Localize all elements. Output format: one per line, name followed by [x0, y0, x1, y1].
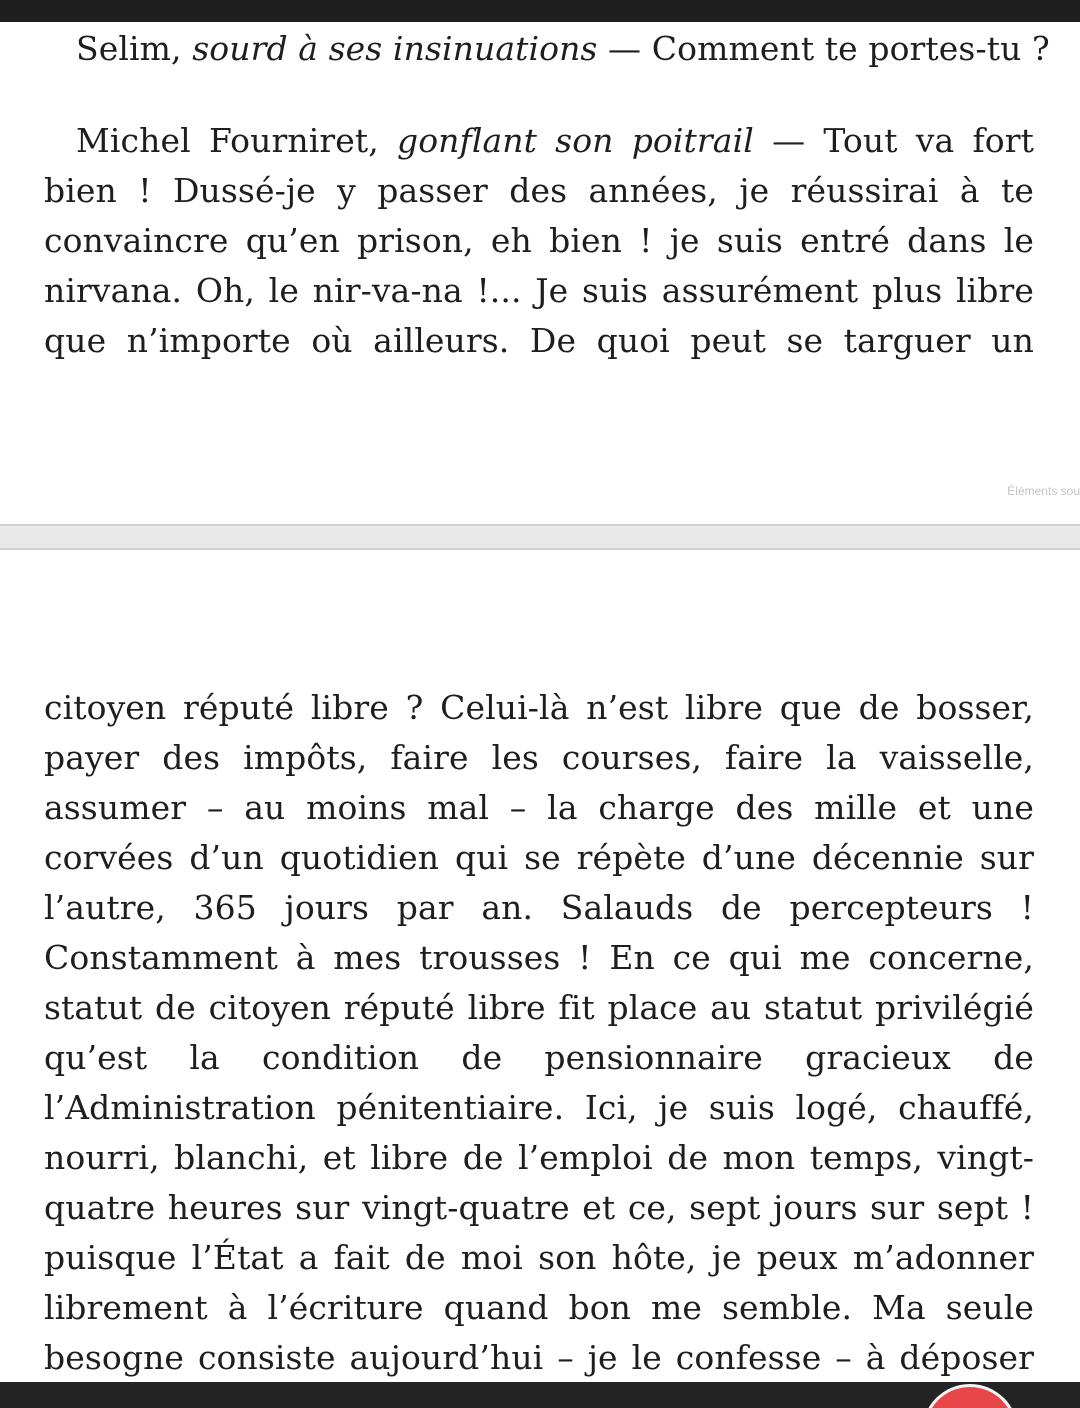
- navigation-bar: [0, 1382, 1080, 1408]
- dialogue-text: — Comment te portes-tu ?: [597, 29, 1050, 68]
- text-line: besogne consiste aujourd’hui – je le confesse – à déposer: [44, 1338, 1034, 1377]
- status-bar: [0, 0, 1080, 22]
- text-line: payer des impôts, faire les courses, faire la vaisselle,: [44, 738, 1034, 777]
- text-line: l’Administration pénitentiaire. Ici, je suis logé, chauffé,: [44, 1088, 1034, 1127]
- text-line: nourri, blanchi, et libre de l’emploi de mon temps, vingt-: [44, 1138, 1034, 1177]
- text-line: Constamment à mes trousses ! En ce qui me concerne,: [44, 938, 1034, 977]
- speaker-name: Michel Fourniret,: [76, 121, 397, 160]
- page-1-text: [44, 24, 1050, 366]
- dialogue-line-selim: [44, 24, 1050, 74]
- page-footer-note: Éléments sou: [1007, 484, 1080, 498]
- text-line: puisque l’État a fait de moi son hôte, je peux m’adonner: [44, 1238, 1034, 1277]
- text-line: l’autre, 365 jours par an. Salauds de percepteurs !: [44, 888, 1034, 927]
- text-line: convaincre qu’en prison, eh bien ! je suis entré dans le: [44, 221, 1034, 260]
- text-line: librement à l’écriture quand bon me semble. Ma seule: [44, 1288, 1034, 1327]
- text-line: que n’importe où ailleurs. De quoi peut se targuer un: [44, 321, 1034, 360]
- page-separator: [0, 524, 1080, 550]
- document-page-1[interactable]: [0, 22, 1080, 524]
- text-line: qu’est la condition de pensionnaire gracieux de: [44, 1038, 1034, 1077]
- text-line: quatre heures sur vingt-quatre et ce, sept jours sur sept !: [44, 1188, 1034, 1227]
- dialogue-line-fourniret: [44, 116, 1034, 166]
- document-page-2[interactable]: [0, 550, 1080, 1382]
- text-line: citoyen réputé libre ? Celui-là n’est libre que de bosser,: [44, 688, 1034, 727]
- speaker-name: Selim,: [76, 29, 193, 68]
- text-line: corvées d’un quotidien qui se répète d’une décennie sur: [44, 838, 1034, 877]
- text-line: bien ! Dussé-je y passer des années, je réussirai à te: [44, 171, 1034, 210]
- stage-direction: gonflant son poitrail: [396, 121, 754, 160]
- text-line: assumer – au moins mal – la charge des mille et une: [44, 788, 1034, 827]
- dialogue-text: — Tout va fort: [753, 121, 1034, 160]
- text-line: nirvana. Oh, le nir-va-na !... Je suis assurément plus libre: [44, 271, 1034, 310]
- text-line: statut de citoyen réputé libre fit place au statut privilégié: [44, 988, 1034, 1027]
- page-2-text: [44, 683, 1034, 1383]
- stage-direction: sourd à ses insinuations: [192, 29, 598, 68]
